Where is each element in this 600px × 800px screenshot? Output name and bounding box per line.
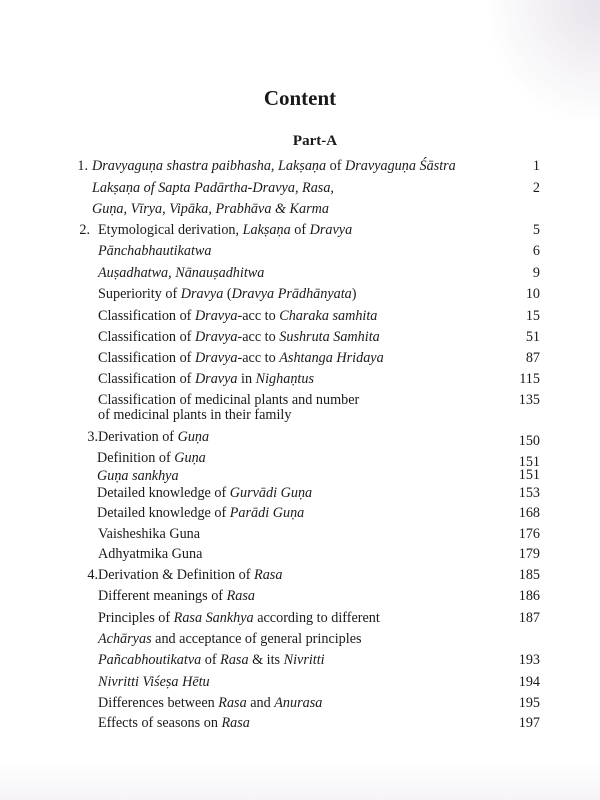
italic-term: Ashtanga Hridaya xyxy=(279,350,384,366)
italic-term: Nivritti xyxy=(283,652,325,668)
entry-title xyxy=(98,652,325,668)
entry-text: of medicinal plants in their family xyxy=(98,407,292,423)
italic-term: Pañcabhoutikatva xyxy=(98,652,202,668)
entry-title xyxy=(92,201,329,217)
entry-text: Principles of xyxy=(98,610,174,626)
page-number: 87 xyxy=(525,350,540,366)
italic-term: Dravya Prādhānyata xyxy=(231,286,352,302)
entry-text: Adhyatmika Guna xyxy=(98,546,203,562)
entry-title xyxy=(97,450,206,466)
entry-text: Derivation of xyxy=(98,429,178,445)
italic-term: Guṇa xyxy=(174,450,206,466)
page-number: 187 xyxy=(518,610,540,626)
entry-text: Detailed knowledge of xyxy=(97,505,230,521)
italic-term: Lakṣaṇa of Sapta Padārtha-Dravya, Rasa, xyxy=(92,180,334,196)
entry-title xyxy=(92,158,456,174)
entry-title xyxy=(98,350,384,366)
italic-term: Dravyaguṇa shastra paibhasha, Lakṣaṇa xyxy=(92,158,327,174)
part-heading: Part-A xyxy=(292,133,338,149)
italic-term: Dravya xyxy=(309,222,353,238)
entry-text: of xyxy=(290,222,310,238)
page-number: 194 xyxy=(518,674,540,690)
entry-text: -acc to xyxy=(237,350,280,366)
italic-term: Nivritti Viśeṣa Hētu xyxy=(98,674,210,690)
entry-title xyxy=(98,392,359,408)
entry-text: Effects of seasons on xyxy=(98,715,222,731)
entry-title xyxy=(98,407,291,423)
entry-text: Classification of xyxy=(98,371,195,387)
page-number: 135 xyxy=(518,392,540,408)
entry-title xyxy=(98,429,209,445)
page-number: 153 xyxy=(518,485,540,501)
entry-title xyxy=(98,546,202,562)
italic-term: Dravya xyxy=(180,286,224,302)
entry-number: 1. xyxy=(77,158,88,174)
italic-term: Rasa xyxy=(220,652,249,668)
italic-term: Guṇa, Vīrya, Vipāka, Prabhāva & Karma xyxy=(92,201,329,217)
italic-term: Nighaṇtus xyxy=(255,371,314,387)
entry-title xyxy=(98,308,377,324)
entry-text: -acc to xyxy=(237,308,280,324)
page-number: 2 xyxy=(532,180,540,196)
entry-text: of xyxy=(201,652,221,668)
entry-text: Classification of xyxy=(98,329,195,345)
entry-title xyxy=(92,180,334,196)
page-number: 6 xyxy=(532,243,540,259)
entry-title xyxy=(98,674,210,690)
italic-term: Anurasa xyxy=(274,695,323,711)
entry-text: Etymological derivation, xyxy=(98,222,243,238)
entry-text: Different meanings of xyxy=(98,588,227,604)
page-number: 185 xyxy=(518,567,540,583)
page-number: 150 xyxy=(518,433,540,449)
italic-term: Parādi Guṇa xyxy=(229,505,305,521)
entry-text: according to different xyxy=(253,610,380,626)
italic-term: Dravya xyxy=(194,308,238,324)
page-number: 186 xyxy=(518,588,540,604)
entry-title xyxy=(98,286,357,302)
entry-title xyxy=(98,329,380,345)
entry-text: and acceptance of general principles xyxy=(151,631,362,647)
page-number: 168 xyxy=(518,505,540,521)
page-number: 193 xyxy=(518,652,540,668)
entry-text: Classification of xyxy=(98,308,195,324)
italic-term: Lakṣaṇa xyxy=(242,222,291,238)
page-number: 5 xyxy=(532,222,540,238)
entry-title xyxy=(98,265,264,281)
entry-title xyxy=(97,485,312,501)
italic-term: Auṣadhatwa, Nānauṣadhitwa xyxy=(98,265,265,281)
page-number: 115 xyxy=(519,371,540,387)
entry-text: ) xyxy=(351,286,357,302)
entry-text: Definition of xyxy=(97,450,175,466)
entry-number: 3. xyxy=(87,429,98,445)
italic-term: Dravyaguṇa Śāstra xyxy=(345,158,456,174)
page-number: 1 xyxy=(532,158,540,174)
entry-title xyxy=(98,371,314,387)
entry-number: 4. xyxy=(87,567,98,583)
page-number: 9 xyxy=(532,265,540,281)
entry-text: ( xyxy=(223,286,232,302)
italic-term: Rasa Sankhya xyxy=(173,610,254,626)
italic-term: Guṇa sankhya xyxy=(97,468,179,484)
entry-title xyxy=(98,695,322,711)
entry-text: in xyxy=(237,371,256,387)
page-number: 51 xyxy=(525,329,540,345)
entry-title xyxy=(98,243,212,259)
entry-text: -acc to xyxy=(237,329,280,345)
italic-term: Guṇa xyxy=(177,429,210,445)
entry-title xyxy=(97,505,304,521)
page-number: 176 xyxy=(518,526,540,542)
entry-text: and xyxy=(246,695,275,711)
page-number: 179 xyxy=(518,546,540,562)
entry-text: Classification of medicinal plants and number xyxy=(98,392,360,408)
italic-term: Gurvādi Guṇa xyxy=(229,485,313,501)
italic-term: Rasa xyxy=(218,695,247,711)
entry-text: Derivation & Definition of xyxy=(98,567,255,583)
page-number: 197 xyxy=(518,715,540,731)
italic-term: Rasa xyxy=(221,715,250,731)
entry-text: of xyxy=(326,158,346,174)
italic-term: Dravya xyxy=(194,329,238,345)
italic-term: Dravya xyxy=(194,371,238,387)
page-number: 151 xyxy=(518,454,540,470)
italic-term: Achāryas xyxy=(98,631,152,647)
italic-term: Dravya xyxy=(194,350,238,366)
entry-title xyxy=(98,526,200,542)
entry-text: Classification of xyxy=(98,350,195,366)
italic-term: Charaka samhita xyxy=(279,308,378,324)
italic-term: Sushruta Samhita xyxy=(279,329,380,345)
page-number: 10 xyxy=(525,286,540,302)
entry-number: 2. xyxy=(79,222,90,238)
italic-term: Rasa xyxy=(254,567,283,583)
page-number: 195 xyxy=(518,695,540,711)
page-number: 151 xyxy=(518,467,540,483)
entry-title xyxy=(98,588,255,604)
entry-title xyxy=(98,610,380,626)
page-title: Content xyxy=(263,86,337,110)
entry-title xyxy=(98,567,282,583)
page-number: 15 xyxy=(525,308,540,324)
entry-text: Vaisheshika Guna xyxy=(98,526,201,542)
italic-term: Pānchabhautikatwa xyxy=(98,243,212,259)
entry-text: Differences between xyxy=(98,695,219,711)
entry-text: Detailed knowledge of xyxy=(97,485,230,501)
entry-text: Superiority of xyxy=(98,286,181,302)
entry-title xyxy=(98,631,362,647)
page-shadow-bottom xyxy=(0,760,600,800)
entry-title xyxy=(97,468,179,484)
entry-title xyxy=(98,715,250,731)
entry-text: & its xyxy=(248,652,284,668)
italic-term: Rasa xyxy=(226,588,255,604)
entry-title xyxy=(98,222,352,238)
